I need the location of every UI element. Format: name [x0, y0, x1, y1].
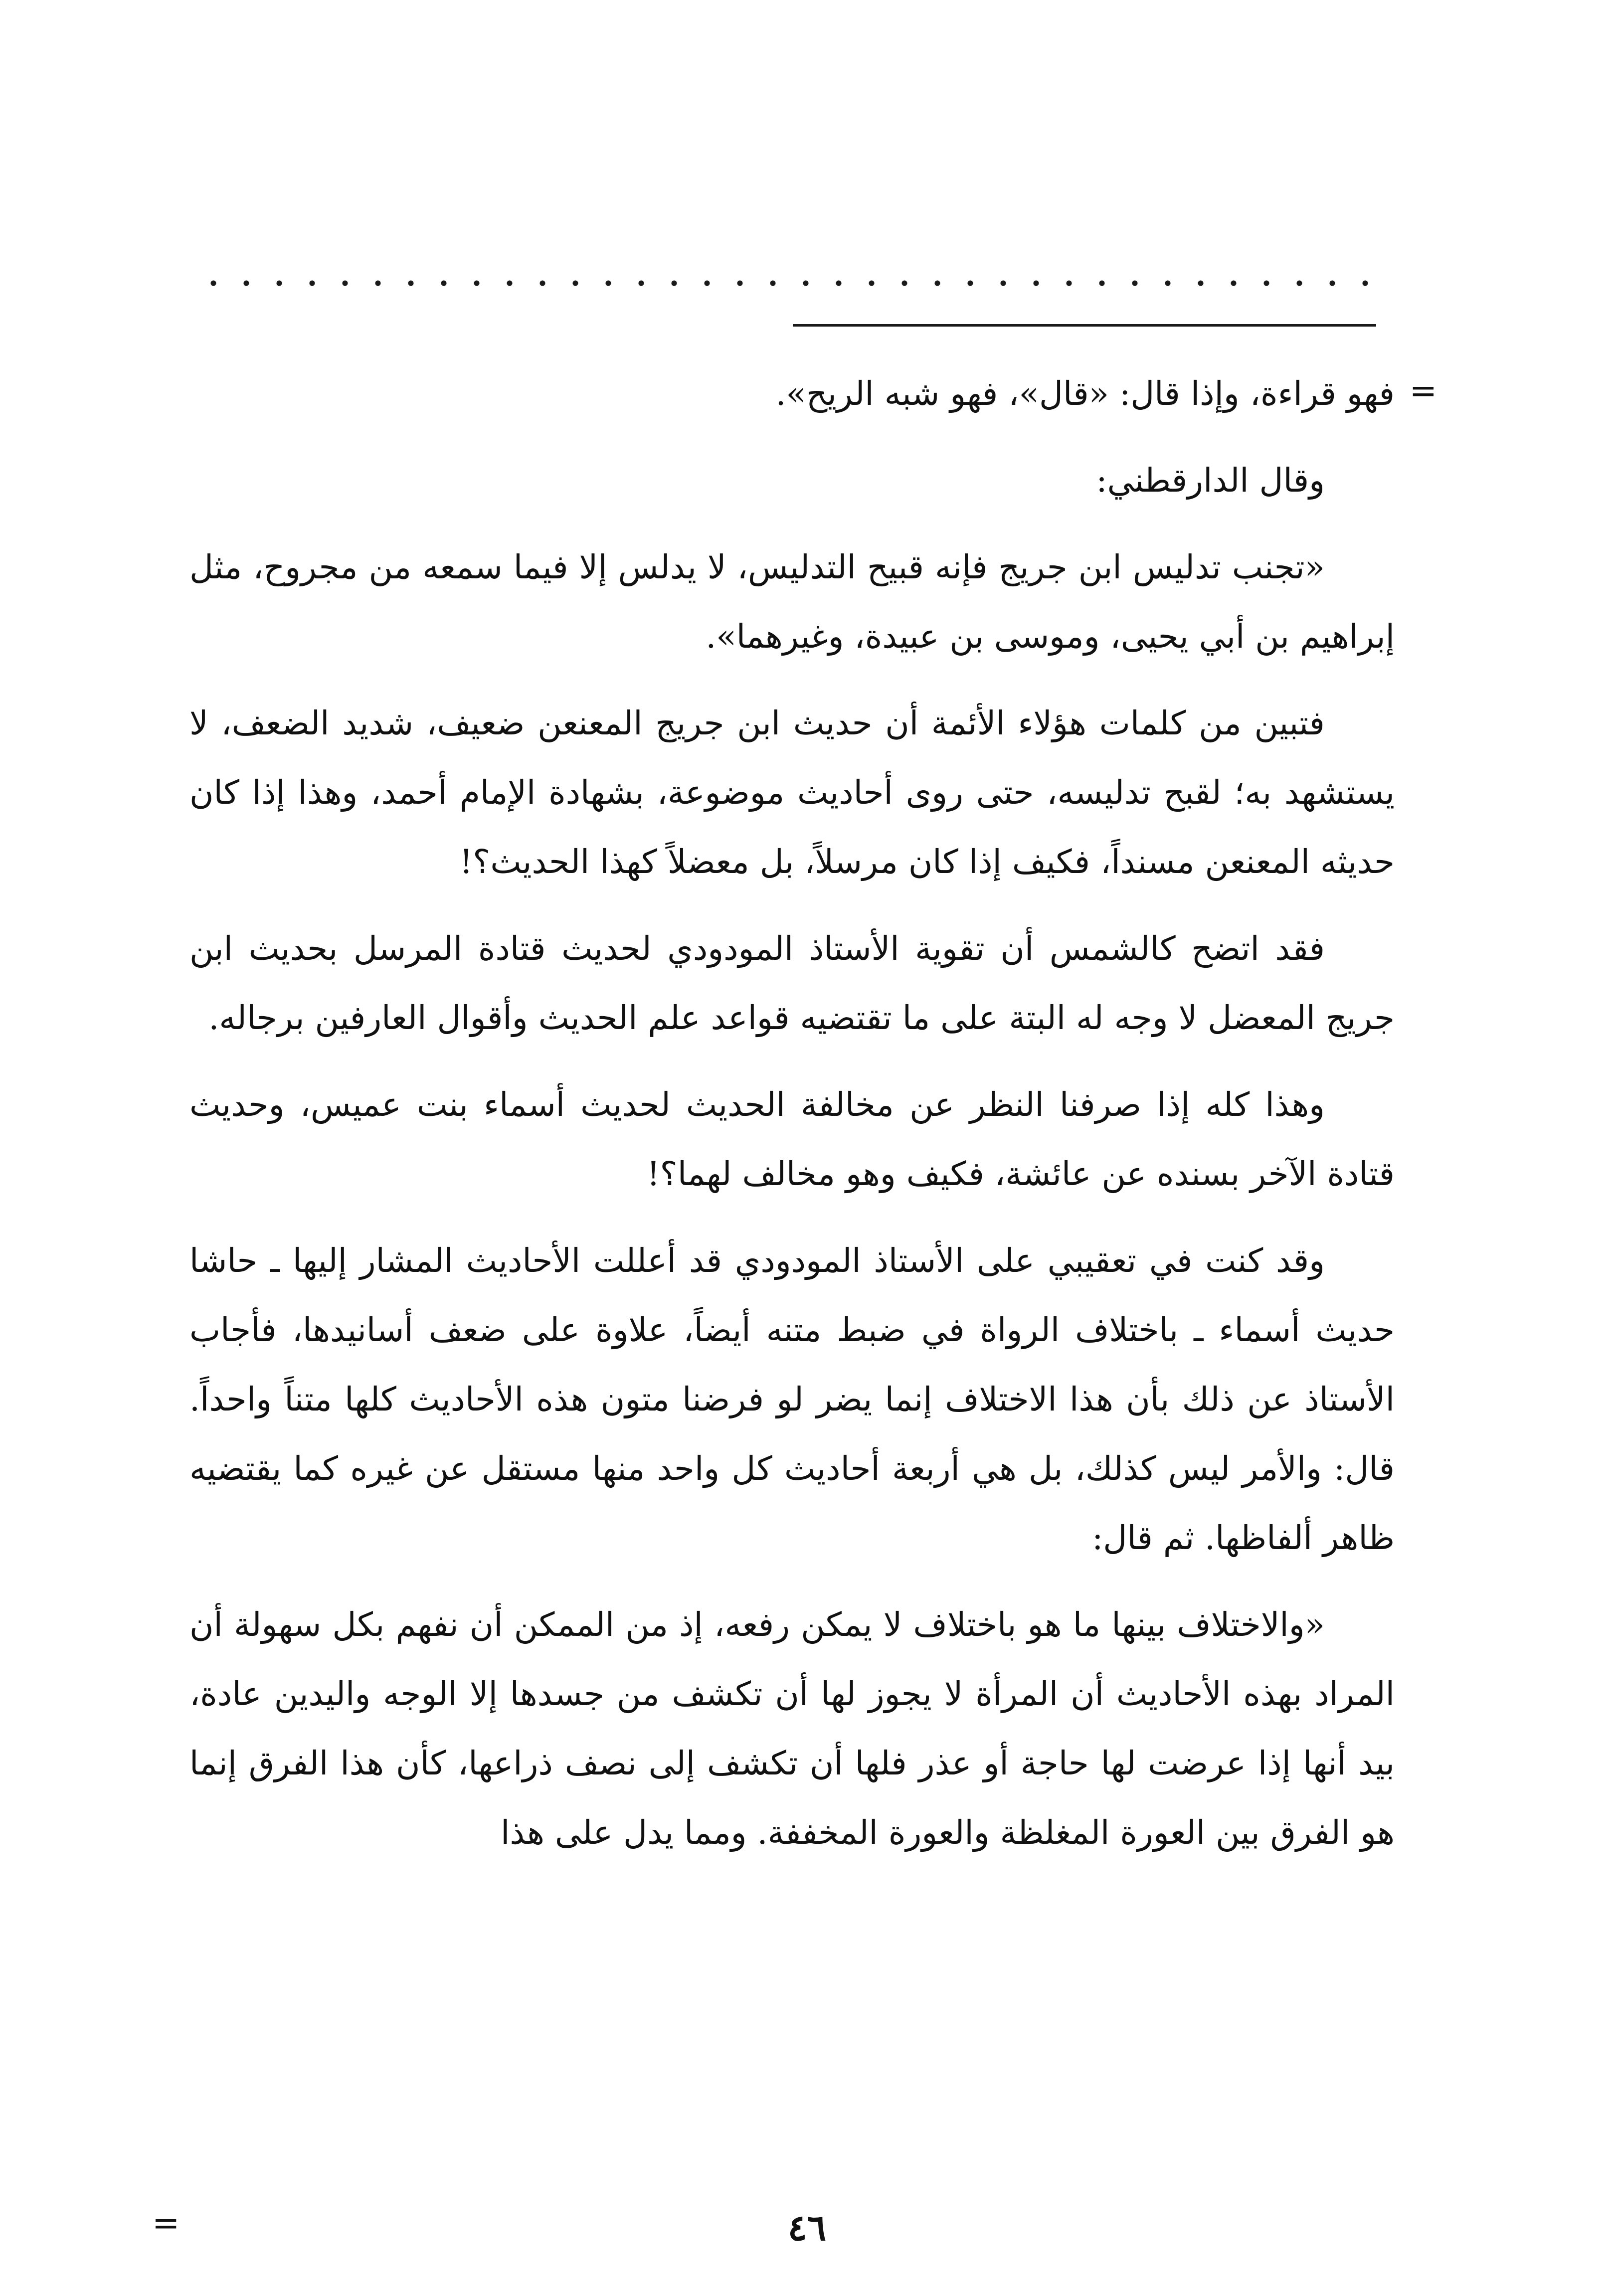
- footnote-top-continuation: فهو قراءة، وإذا قال: «قال»، فهو شبه الريح».: [775, 374, 1395, 413]
- paragraph-7: «والاختلاف بينها ما هو باختلاف لا يمكن رفعه، إذ من الممكن أن نفهم بكل سهولة أن المراد بهذه الأحاديث أن المرأة لا يجوز لها أن تكشف من جسدها إلا الوجه واليدين عادة، بيد أنها إذا عرضت لها حاجة أو عذر فلها أن تكشف إلى نصف ذراعها، كأن هذا الفرق إنما هو الفرق بين العورة المغلظة والعورة المخففة. ومما يدل على هذا: [189, 1605, 1395, 1852]
- paragraph-5: وهذا كله إذا صرفنا النظر عن مخالفة الحديث لحديث أسماء بنت عميس، وحديث قتادة الآخر بسنده عن عائشة، فكيف وهو مخالف لهما؟!: [189, 1085, 1395, 1193]
- footnote-rule: [793, 324, 1376, 327]
- paragraph-6: وقد كنت في تعقيبي على الأستاذ المودودي قد أعللت الأحاديث المشار إليها ـ حاشا حديث أسماء ـ باختلاف الرواة في ضبط متنه أيضاً، علاوة على ضعف أسانيدها، فأجاب الأستاذ عن ذلك بأن هذا الاختلاف إنما يضر لو فرضنا متون هذه الأحاديث كلها متناً واحداً. قال: والأمر ليس كذلك، بل هي أربعة أحاديث كل واحد منها مستقل عن غيره كما يقتضيه ظاهر ألفاظها. ثم قال:: [189, 1241, 1395, 1557]
- paragraph-3: فتبين من كلمات هؤلاء الأئمة أن حديث ابن جريج المعنعن ضعيف، شديد الضعف، لا يستشهد به؛ لقبح تدليسه، حتى روى أحاديث موضوعة، بشهادة الإمام أحمد، وهذا إذا كان حديثه المعنعن مسنداً، فكيف إذا كان مرسلاً، بل معضلاً كهذا الحديث؟!: [189, 704, 1395, 881]
- footnote-text: [189, 359, 1395, 1885]
- continuation-mark-top: =: [1409, 371, 1437, 410]
- continuation-mark-bottom: =: [152, 2204, 180, 2242]
- page-number: ٤٦: [787, 2206, 827, 2249]
- dotted-separator: [197, 279, 1394, 287]
- paragraph-1: وقال الدارقطني:: [1096, 461, 1325, 500]
- paragraph-4: فقد اتضح كالشمس أن تقوية الأستاذ المودودي لحديث قتادة المرسل بحديث ابن جريج المعضل لا وجه له البتة على ما تقتضيه قواعد علم الحديث وأقوال العارفين برجاله.: [189, 929, 1395, 1037]
- paragraph-2: «تجنب تدليس ابن جريج فإنه قبيح التدليس، لا يدلس إلا فيما سمعه من مجروح، مثل إبراهيم بن أبي يحيى، وموسى بن عبيدة، وغيرهما».: [189, 548, 1395, 656]
